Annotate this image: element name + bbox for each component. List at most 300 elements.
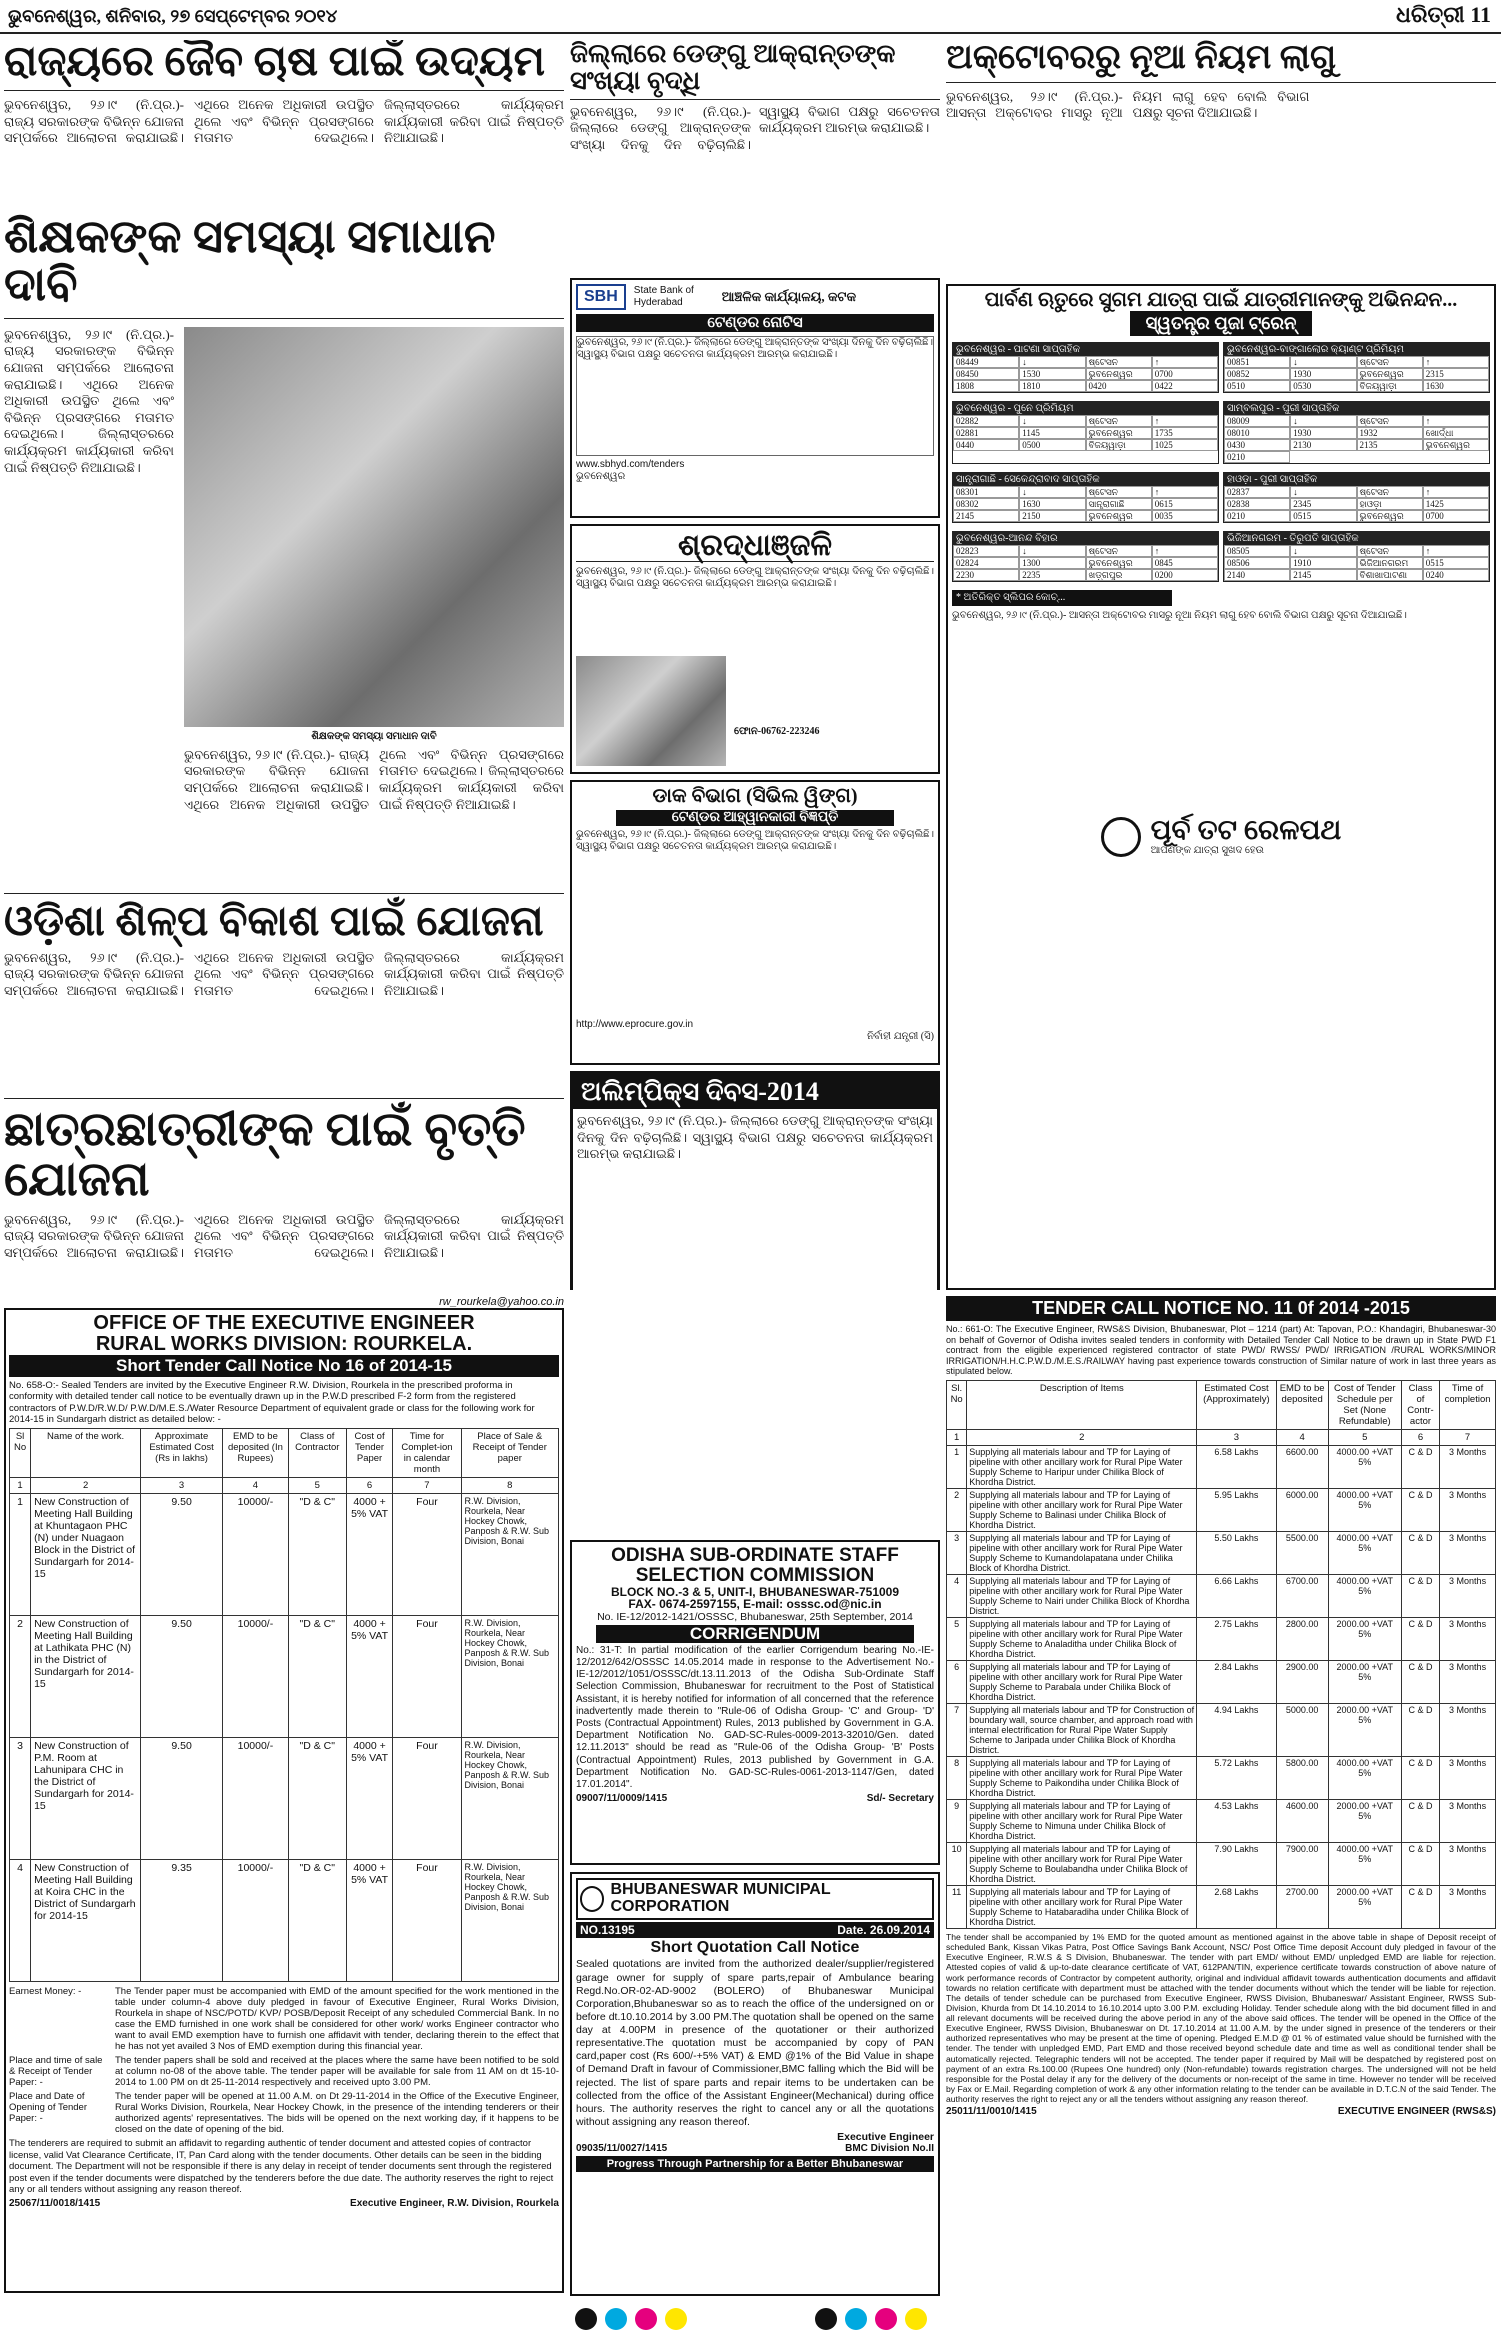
train-cell: ↓ bbox=[1290, 415, 1356, 427]
train-cell: ବିଜୟୱାଡ଼ା bbox=[1086, 439, 1152, 451]
train-cell: 08449 bbox=[953, 356, 1019, 368]
train-cell: 02837 bbox=[1224, 486, 1290, 498]
rwd-col-number: 1 bbox=[10, 1478, 31, 1494]
train-cell: 00851 bbox=[1224, 356, 1290, 368]
table-cell: 2.84 Lakhs bbox=[1197, 1660, 1276, 1703]
table-cell: 7 bbox=[947, 1703, 967, 1756]
table-cell: 7.90 Lakhs bbox=[1197, 1842, 1276, 1885]
sbh-logo: SBH bbox=[576, 284, 626, 310]
sbh-place: ଭୁବନେଶ୍ୱର bbox=[576, 470, 626, 482]
train-cell: 2150 bbox=[1019, 510, 1085, 522]
train-cell: 0210 bbox=[1224, 451, 1290, 463]
bmc-sign-2: BMC Division No.II bbox=[845, 2143, 934, 2155]
train-cell: 2135 bbox=[1357, 439, 1423, 451]
rwd-col-number: 8 bbox=[461, 1478, 559, 1494]
train-cell: ହାଓଡ଼ା bbox=[1357, 498, 1423, 510]
train-name: ସାମ୍ବଲପୁର - ପୁରୀ ସାପ୍ତାହିକ bbox=[1224, 402, 1489, 415]
train-timings bbox=[953, 415, 1218, 451]
rwss-col-header: Cost of Tender Schedule per Set (None Refundable) bbox=[1328, 1380, 1401, 1429]
rwd-col-header: Name of the work. bbox=[31, 1429, 141, 1478]
table-cell: "D & C" bbox=[288, 1738, 346, 1860]
train-cell: ↓ bbox=[1290, 545, 1356, 557]
train-name: ଭୁବନେଶ୍ୱର - ପୁନେ ପ୍ରିମିୟମ bbox=[953, 402, 1218, 415]
train-cell: ↓ bbox=[1019, 545, 1085, 557]
bmc-ref: 09035/11/0027/1415 bbox=[576, 2143, 668, 2155]
table-cell: 3 Months bbox=[1440, 1885, 1496, 1928]
print-registration-marks bbox=[0, 2306, 1501, 2336]
table-cell: C & D bbox=[1401, 1445, 1439, 1488]
table-cell: C & D bbox=[1401, 1574, 1439, 1617]
train-cell: ଷ୍ଟେସନ bbox=[1086, 486, 1152, 498]
train-cell: ↑ bbox=[1423, 545, 1489, 557]
rwd-term-key: Place and Date of Opening of Tender Paper: - bbox=[9, 2091, 87, 2125]
train-cell: 1630 bbox=[1423, 380, 1489, 392]
table-cell: 2800.00 bbox=[1276, 1617, 1328, 1660]
rwd-col-number: 4 bbox=[223, 1478, 289, 1494]
train-cell: ↑ bbox=[1152, 486, 1218, 498]
masthead-paper-page: ଧରିତ୍ରୀ 11 bbox=[1395, 2, 1491, 27]
train-timings bbox=[1224, 356, 1489, 392]
train-cell: ↓ bbox=[1290, 356, 1356, 368]
table-cell: Supplying all materials labour and TP for Laying of pipeline with other ancillary work for Rural Pipe Water Supply Scheme to Kumandolapatana under Chilika Block of Khordha District. bbox=[967, 1531, 1197, 1574]
bmc-number: NO.13195 bbox=[580, 1922, 635, 1937]
train-cell: 00852 bbox=[1224, 368, 1290, 380]
sbh-body: ଭୁବନେଶ୍ୱର, ୨୬।୯ (ନି.ପ୍ର.)- ଜିଲ୍ଲାରେ ଡେଙ୍ଗୁ ଆକ୍ରାନ୍ତଙ୍କ ସଂଖ୍ୟା ଦିନକୁ ଦିନ ବଢ଼ିଚାଲିଛି। ସ୍ୱାସ୍ଥ୍ୟ ବିଭାଗ ପକ୍ଷରୁ ସଚେତନତା କାର୍ଯ୍ୟକ୍ରମ ଆରମ୍ଭ କରାଯାଇଛି। bbox=[576, 336, 934, 456]
train-cell: 0440 bbox=[953, 439, 1019, 451]
train-cell: 02838 bbox=[1224, 498, 1290, 510]
train-cell: 08009 bbox=[1224, 415, 1290, 427]
table-cell: 5.50 Lakhs bbox=[1197, 1531, 1276, 1574]
sbh-tender-notice bbox=[570, 278, 940, 518]
table-cell: 4.94 Lakhs bbox=[1197, 1703, 1276, 1756]
table-cell: 5000.00 bbox=[1276, 1703, 1328, 1756]
rwd-footnotes: The tenderers are required to submit an affidavit to regarding authentic of tender document and attested copies of contractor license, valid Vat Clearance Certificate, IT, Pan Card along with the tender documents. Other details can be seen in the bidding document. The Department will not be responsible if there is any delay in receipt of tender documents sent through the registered post even if the tender documents were dispatched by the tenderers before the due date. The authority reserves the right to reject any or all tenders without assigning any reason thereof. bbox=[9, 2138, 554, 2195]
table-cell: 6.66 Lakhs bbox=[1197, 1574, 1276, 1617]
rwd-col-header: Approximate Estimated Cost (Rs in lakhs) bbox=[141, 1429, 223, 1478]
train-schedule bbox=[952, 531, 1219, 582]
train-cell: 0430 bbox=[1224, 439, 1290, 451]
table-cell: 3 Months bbox=[1440, 1445, 1496, 1488]
rwd-intro: No. 658-O:- Sealed Tenders are invited by the Executive Engineer R.W. Division, Rourkela in the prescribed proforma in conformity with detailed tender call notice to be eventually drawn up in the P.W.D prescribed F-2 form from the registered contractors of P.W.D/R.W.D/ P.W.D/M.E.S./Water Resource Department of equivalent grade or class for the following work for 2014-15 in Sundargarh district as detailed below: - bbox=[9, 1379, 535, 1426]
table-cell: New Construction of Meeting Hall Building at Koira CHC in the District of Sundargarh for 2014-15 bbox=[31, 1860, 141, 1982]
rwd-col-number: 2 bbox=[31, 1478, 141, 1494]
rwd-term-row bbox=[9, 2091, 559, 2135]
train-cell: 2230 bbox=[953, 569, 1019, 581]
train-schedule bbox=[1223, 472, 1490, 523]
table-cell: 4.53 Lakhs bbox=[1197, 1799, 1276, 1842]
table-cell: 9.50 bbox=[141, 1616, 223, 1738]
train-cell: 08301 bbox=[953, 486, 1019, 498]
train-cell: 08505 bbox=[1224, 545, 1290, 557]
table-row bbox=[947, 1531, 1496, 1574]
table-cell: R.W. Division, Rourkela, Near Hockey Chowk, Panposh & R.W. Sub Division, Bonai bbox=[461, 1494, 559, 1616]
train-cell: ଷ୍ଟେସନ bbox=[1086, 545, 1152, 557]
table-row bbox=[10, 1860, 559, 1982]
obituary-title: ଶ୍ରଦ୍ଧାଞ୍ଜଳି bbox=[576, 530, 934, 563]
table-cell: 2.68 Lakhs bbox=[1197, 1885, 1276, 1928]
railway-logo-icon bbox=[1101, 817, 1141, 857]
postal-signature: ନିର୍ବାହୀ ଯନ୍ତ୍ରୀ (ସି) bbox=[867, 1030, 934, 1042]
table-cell: 4000.00 +VAT 5% bbox=[1328, 1445, 1401, 1488]
table-cell: Supplying all materials labour and TP for Construction of boundary wall, source chamber, and approach road with internal electrification for Rural Pipe Water Supply Scheme to Jaripada under Chilika Block of Khordha District. bbox=[967, 1703, 1197, 1756]
train-cell: ସାନ୍ତ୍ରାଗାଛି bbox=[1086, 498, 1152, 510]
bmc-title: BHUBANESWAR MUNICIPAL CORPORATION bbox=[610, 1881, 831, 1915]
table-cell: 2900.00 bbox=[1276, 1660, 1328, 1703]
rwd-term-value: The tender papers shall be sold and received at the places where the same have been notified to be sold at column no-08 of the above table. The tender paper will be available for sale from 11 AM on dt 15-10-2014 to 1.00 PM on dt 25-11-2014 respectively and received upto 3.00 PM. bbox=[115, 2055, 559, 2089]
train-cell: 2345 bbox=[1290, 498, 1356, 510]
article-4-body: ଭୁବନେଶ୍ୱର, ୨୬।୯ (ନି.ପ୍ର.)- ରାଜ୍ୟ ସରକାରଙ୍କ ବିଭିନ୍ନ ଯୋଜନା ସମ୍ପର୍କରେ ଆଲୋଚନା କରାଯାଇଛି। ଏଥିରେ ଅନେକ ଅଧିକାରୀ ଉପସ୍ଥିତ ଥିଲେ ଏବଂ ବିଭିନ୍ନ ପ୍ରସଙ୍ଗରେ ମତାମତ ଦେଇଥିଲେ। ଜିଲ୍ଲାସ୍ତରରେ କାର୍ଯ୍ୟକ୍ରମ କାର୍ଯ୍ୟକାରୀ କରିବା ପାଇଁ ନିଷ୍ପତ୍ତି ନିଆଯାଇଛି। bbox=[4, 1211, 564, 1260]
table-cell: 3 Months bbox=[1440, 1531, 1496, 1574]
table-cell: 8 bbox=[947, 1756, 967, 1799]
table-cell: 4600.00 bbox=[1276, 1799, 1328, 1842]
ossc-title-2: SELECTION COMMISSION bbox=[635, 1564, 875, 1586]
rwd-col-header: EMD to be deposited (In Rupees) bbox=[223, 1429, 289, 1478]
train-cell: ଭୁବନେଶ୍ୱର bbox=[1086, 510, 1152, 522]
train-cell: ଷ୍ଟେସନ bbox=[1357, 356, 1423, 368]
table-cell: "D & C" bbox=[288, 1494, 346, 1616]
train-cell: ଷ୍ଟେସନ bbox=[1357, 545, 1423, 557]
rwss-tender-call-notice bbox=[946, 1296, 1496, 2296]
train-cell: ଭୁବନେଶ୍ୱର bbox=[1086, 557, 1152, 569]
train-cell: 0240 bbox=[1423, 569, 1489, 581]
table-cell: Supplying all materials labour and TP for Laying of pipeline with other ancillary work for Rural Pipe Water Supply Scheme to Haripur under Chilika Block of Khordha District. bbox=[967, 1445, 1197, 1488]
table-cell: 2700.00 bbox=[1276, 1885, 1328, 1928]
obituary-box bbox=[570, 524, 940, 774]
table-cell: 10000/- bbox=[223, 1738, 289, 1860]
train-cell: 0035 bbox=[1152, 510, 1218, 522]
table-cell: 5800.00 bbox=[1276, 1756, 1328, 1799]
railway-puja-special-ad bbox=[946, 284, 1496, 1290]
table-cell: 3 bbox=[10, 1738, 31, 1860]
swatch-cyan-2 bbox=[845, 2308, 867, 2330]
rwd-ref: 25067/11/0018/1415 bbox=[9, 2198, 101, 2210]
train-cell: 0500 bbox=[1019, 439, 1085, 451]
swatch-black-2 bbox=[815, 2308, 837, 2330]
table-cell: 4000.00 +VAT 5% bbox=[1328, 1488, 1401, 1531]
train-cell: ↑ bbox=[1152, 356, 1218, 368]
train-cell: 08010 bbox=[1224, 427, 1290, 439]
rwd-col-header: Time for Complet-ion in calendar month bbox=[393, 1429, 461, 1478]
table-cell: 6000.00 bbox=[1276, 1488, 1328, 1531]
railway-subtitle: ସ୍ୱତନ୍ତ୍ର ପୂଜା ଟ୍ରେନ୍ bbox=[1130, 311, 1313, 336]
table-cell: Four bbox=[393, 1738, 461, 1860]
rwss-col-number: 7 bbox=[1440, 1429, 1496, 1445]
rwss-col-number: 5 bbox=[1328, 1429, 1401, 1445]
table-cell: 4000 + 5% VAT bbox=[346, 1738, 393, 1860]
mid-article-body: ଭୁବନେଶ୍ୱର, ୨୬।୯ (ନି.ପ୍ର.)- ଜିଲ୍ଲାରେ ଡେଙ୍ଗୁ ଆକ୍ରାନ୍ତଙ୍କ ସଂଖ୍ୟା ଦିନକୁ ଦିନ ବଢ଼ିଚାଲିଛି। ସ୍ୱାସ୍ଥ୍ୟ ବିଭାଗ ପକ୍ଷରୁ ସଚେତନତା କାର୍ଯ୍ୟକ୍ରମ ଆରମ୍ଭ କରାଯାଇଛି। bbox=[570, 103, 940, 152]
table-cell: C & D bbox=[1401, 1617, 1439, 1660]
table-cell: 1 bbox=[10, 1494, 31, 1616]
train-cell: 0845 bbox=[1152, 557, 1218, 569]
rwd-term-row bbox=[9, 1986, 559, 2052]
train-schedule bbox=[1223, 531, 1490, 582]
table-cell: 1 bbox=[947, 1445, 967, 1488]
table-cell: 10000/- bbox=[223, 1494, 289, 1616]
train-cell: ↑ bbox=[1152, 415, 1218, 427]
table-cell: 4000 + 5% VAT bbox=[346, 1616, 393, 1738]
table-cell: 6 bbox=[947, 1660, 967, 1703]
table-cell: C & D bbox=[1401, 1703, 1439, 1756]
rwss-col-header: EMD to be deposited bbox=[1276, 1380, 1328, 1429]
rwd-table bbox=[9, 1428, 559, 1982]
train-cell: 0515 bbox=[1290, 510, 1356, 522]
article-1-body: ଭୁବନେଶ୍ୱର, ୨୬।୯ (ନି.ପ୍ର.)- ରାଜ୍ୟ ସରକାରଙ୍କ ବିଭିନ୍ନ ଯୋଜନା ସମ୍ପର୍କରେ ଆଲୋଚନା କରାଯାଇଛି। ଏଥିରେ ଅନେକ ଅଧିକାରୀ ଉପସ୍ଥିତ ଥିଲେ ଏବଂ ବିଭିନ୍ନ ପ୍ରସଙ୍ଗରେ ମତାମତ ଦେଇଥିଲେ। ଜିଲ୍ଲାସ୍ତରରେ କାର୍ଯ୍ୟକ୍ରମ କାର୍ଯ୍ୟକାରୀ କରିବା ପାଇଁ ନିଷ୍ପତ୍ତି ନିଆଯାଇଛି। bbox=[4, 97, 564, 146]
table-cell: 5.95 Lakhs bbox=[1197, 1488, 1276, 1531]
bmc-sign-1: Executive Engineer bbox=[837, 2131, 934, 2144]
train-cell: 1808 bbox=[953, 380, 1019, 392]
train-cell: 0700 bbox=[1152, 368, 1218, 380]
table-row bbox=[947, 1885, 1496, 1928]
train-name: ହାଓଡ଼ା - ପୁରୀ ସାପ୍ତାହିକ bbox=[1224, 473, 1489, 486]
rwd-email: rw_rourkela@yahoo.co.in bbox=[439, 1296, 564, 1308]
rwss-col-header: Class of Contr-actor bbox=[1401, 1380, 1439, 1429]
article-2-body: ଭୁବନେଶ୍ୱର, ୨୬।୯ (ନି.ପ୍ର.)- ରାଜ୍ୟ ସରକାରଙ୍କ ବିଭିନ୍ନ ଯୋଜନା ସମ୍ପର୍କରେ ଆଲୋଚନା କରାଯାଇଛି। ଏଥିରେ ଅନେକ ଅଧିକାରୀ ଉପସ୍ଥିତ ଥିଲେ ଏବଂ ବିଭିନ୍ନ ପ୍ରସଙ୍ଗରେ ମତାମତ ଦେଇଥିଲେ। ଜିଲ୍ଲାସ୍ତରରେ କାର୍ଯ୍ୟକ୍ରମ କାର୍ଯ୍ୟକାରୀ କରିବା ପାଇଁ ନିଷ୍ପତ୍ତି ନିଆଯାଇଛି। bbox=[4, 326, 174, 475]
postal-title: ଡାକ ବିଭାଗ (ସିଭିଲ ୱିଙ୍ଗ) bbox=[652, 784, 858, 807]
table-cell: 3 Months bbox=[1440, 1703, 1496, 1756]
rwd-col-number: 5 bbox=[288, 1478, 346, 1494]
rwd-rourkela-tender bbox=[4, 1296, 564, 2296]
train-cell: 2315 bbox=[1423, 368, 1489, 380]
table-cell: 3 Months bbox=[1440, 1842, 1496, 1885]
train-cell: 1630 bbox=[1019, 498, 1085, 510]
table-cell: Supplying all materials labour and TP for Laying of pipeline with other ancillary work for Rural Pipe Water Supply Scheme to Nairi under Chilika Block of Khordha District. bbox=[967, 1574, 1197, 1617]
train-cell: ଭୁବନେଶ୍ୱର bbox=[1357, 510, 1423, 522]
rwss-col-number: 2 bbox=[967, 1429, 1197, 1445]
table-cell: 3 bbox=[947, 1531, 967, 1574]
train-cell: 02881 bbox=[953, 427, 1019, 439]
mid-headline: ଜିଲ୍ଲାରେ ଡେଙ୍ଗୁ ଆକ୍ରାନ୍ତଙ୍କ ସଂଖ୍ୟା ବୃଦ୍ଧି bbox=[570, 40, 940, 100]
train-cell: 0210 bbox=[1224, 510, 1290, 522]
table-cell: 4000 + 5% VAT bbox=[346, 1860, 393, 1982]
train-cell: 0515 bbox=[1423, 557, 1489, 569]
table-cell: 4000.00 +VAT 5% bbox=[1328, 1531, 1401, 1574]
train-cell: 1930 bbox=[1290, 368, 1356, 380]
rwd-term-key: Place and time of sale & Receipt of Tender Paper: - bbox=[9, 2055, 103, 2089]
right-headline: ଅକ୍ଟୋବରରୁ ନୂଆ ନିୟମ ଲାଗୁ bbox=[946, 40, 1496, 83]
rwss-band: TENDER CALL NOTICE NO. 11 0f 2014 -2015 bbox=[946, 1296, 1496, 1321]
table-cell: C & D bbox=[1401, 1660, 1439, 1703]
train-timings bbox=[1224, 415, 1489, 463]
train-cell: 2130 bbox=[1290, 439, 1356, 451]
rwss-col-header: Description of Items bbox=[967, 1380, 1197, 1429]
table-cell: 5.72 Lakhs bbox=[1197, 1756, 1276, 1799]
table-row bbox=[947, 1842, 1496, 1885]
right-article bbox=[946, 40, 1496, 280]
train-cell: 02882 bbox=[953, 415, 1019, 427]
rwd-terms bbox=[9, 1986, 559, 2135]
table-cell: 10000/- bbox=[223, 1616, 289, 1738]
rwss-table bbox=[946, 1380, 1496, 1929]
table-cell: 4000.00 +VAT 5% bbox=[1328, 1756, 1401, 1799]
railway-extra-body: ଭୁବନେଶ୍ୱର, ୨୬।୯ (ନି.ପ୍ର.)- ଆସନ୍ତା ଅକ୍ଟୋବର ମାସରୁ ନୂଆ ନିୟମ ଲାଗୁ ହେବ ବୋଲି ବିଭାଗ ପକ୍ଷରୁ ସୂଚନା ଦିଆଯାଇଛି। bbox=[952, 610, 1407, 621]
ossc-corrigendum-label: CORRIGENDUM bbox=[596, 1625, 914, 1643]
ossc-title-1: ODISHA SUB-ORDINATE STAFF bbox=[611, 1545, 899, 1566]
table-row bbox=[947, 1574, 1496, 1617]
table-row bbox=[947, 1756, 1496, 1799]
table-cell: Supplying all materials labour and TP for Laying of pipeline with other ancillary work for Rural Pipe Water Supply Scheme to Nimuna under Chilika Block of Khordha District. bbox=[967, 1799, 1197, 1842]
boxed-event-body: ଭୁବନେଶ୍ୱର, ୨୬।୯ (ନି.ପ୍ର.)- ଜିଲ୍ଲାରେ ଡେଙ୍ଗୁ ଆକ୍ରାନ୍ତଙ୍କ ସଂଖ୍ୟା ଦିନକୁ ଦିନ ବଢ଼ିଚାଲିଛି। ସ୍ୱାସ୍ଥ୍ୟ ବିଭାଗ ପକ୍ଷରୁ ସଚେତନତା କାର୍ଯ୍ୟକ୍ରମ ଆରମ୍ଭ କରାଯାଇଛି। bbox=[577, 1112, 933, 1162]
table-cell: C & D bbox=[1401, 1531, 1439, 1574]
ossc-contact: FAX- 0674-2597155, E-mail: osssc.od@nic.in bbox=[628, 1597, 882, 1612]
rwd-band: Short Tender Call Notice No 16 of 2014-15 bbox=[9, 1355, 559, 1377]
table-row bbox=[947, 1617, 1496, 1660]
bmc-footer: Progress Through Partnership for a Better Bhubaneswar bbox=[576, 2156, 934, 2172]
rwd-col-header: Sl No bbox=[10, 1429, 31, 1478]
sbh-title: ଟେଣ୍ଡର ନୋଟିସ bbox=[576, 314, 934, 332]
train-cell: ↑ bbox=[1152, 545, 1218, 557]
news-photo bbox=[184, 327, 564, 727]
train-cell: 2145 bbox=[953, 510, 1019, 522]
train-cell: 1930 bbox=[1290, 427, 1356, 439]
rwd-term-row bbox=[9, 2055, 559, 2088]
train-cell: ଭିଜିଆନଗରମ bbox=[1357, 557, 1423, 569]
table-cell: 2000.00 +VAT 5% bbox=[1328, 1885, 1401, 1928]
ossc-corrigendum bbox=[570, 1540, 940, 1865]
middle-column bbox=[570, 40, 940, 1290]
train-cell: ↓ bbox=[1019, 415, 1085, 427]
table-cell: 9.50 bbox=[141, 1738, 223, 1860]
table-cell: 2000.00 +VAT 5% bbox=[1328, 1660, 1401, 1703]
rwss-col-number: 1 bbox=[947, 1429, 967, 1445]
rwd-term-value: The tender paper will be opened at 11.00 A.M. on Dt 29-11-2014 in the Office of the Executive Engineer, Rural Works Division, Rourkela, Near Hockey Chowk, in the presence of the intending tenderers or their authorized agents' representatives. The bids will be opened on the next working day, if it happens to be closed on the date of opening of the bid. bbox=[115, 2091, 559, 2136]
train-cell: 0700 bbox=[1423, 510, 1489, 522]
railway-title: ପାର୍ବଣ ଋତୁରେ ସୁଗମ ଯାତ୍ରା ପାଇଁ ଯାତ୍ରୀମାନଙ୍କୁ ଅଭିନନ୍ଦନ... bbox=[984, 289, 1458, 311]
train-timings bbox=[1224, 545, 1489, 581]
table-cell: New Construction of Meeting Hall Building at Khuntagaon PHC (N) under Nuagaon Block in the District of Sundargarh for 2014-15 bbox=[31, 1494, 141, 1616]
table-cell: 2 bbox=[10, 1616, 31, 1738]
train-cell: ↑ bbox=[1423, 415, 1489, 427]
table-cell: 7900.00 bbox=[1276, 1842, 1328, 1885]
train-cell: ଷ୍ଟେସନ bbox=[1086, 415, 1152, 427]
obituary-phone: ଫୋନ-06762-223246 bbox=[734, 726, 820, 738]
table-row bbox=[10, 1616, 559, 1738]
train-cell: 02823 bbox=[953, 545, 1019, 557]
train-cell: 0530 bbox=[1290, 380, 1356, 392]
table-cell: 9 bbox=[947, 1799, 967, 1842]
table-cell: C & D bbox=[1401, 1842, 1439, 1885]
table-cell: Supplying all materials labour and TP for Laying of pipeline with other ancillary work for Rural Pipe Water Supply Scheme to Analaditha under Chilika Block of Khordha District. bbox=[967, 1617, 1197, 1660]
table-cell: 6600.00 bbox=[1276, 1445, 1328, 1488]
postal-subtitle: ଟେଣ୍ଡର ଆହ୍ୱାନକାରୀ ବିଜ୍ଞପ୍ତି bbox=[616, 810, 894, 826]
train-cell: 0422 bbox=[1152, 380, 1218, 392]
table-cell: 3 Months bbox=[1440, 1756, 1496, 1799]
train-cell: ବିଶାଖାପାଟଣା bbox=[1357, 569, 1423, 581]
train-cell: ଖୋର୍ଦ୍ଧା bbox=[1423, 427, 1489, 439]
swatch-cyan bbox=[605, 2308, 627, 2330]
table-cell: "D & C" bbox=[288, 1860, 346, 1982]
train-timings bbox=[953, 545, 1218, 581]
ossc-address: BLOCK NO.-3 & 5, UNIT-I, BHUBANESWAR-751009 bbox=[610, 1584, 900, 1599]
table-cell: C & D bbox=[1401, 1799, 1439, 1842]
rwss-intro: No.: 661-O: The Executive Engineer, RWS&S Division, Bhubaneswar, Plot – 1214 (part) At: Tapovan, P.O.: Khandagiri, Bhubaneswar-30 on behalf of Governor of Odisha invites sealed tenders in conformity with Detailed Tender Call Notice to be drawn up in State PWD F1 contract from the eligible experienced registered contractor of state PWD/ RWSS/ PWD/ IRRIGATION /RURAL WORKS/MINOR IRRIGATION/H.H.C.P.W.D./M.E.S./RAILWAY having past experience towards construction of Similar nature of work in last three years as stipulated below. bbox=[946, 1323, 1496, 1377]
train-cell: 1300 bbox=[1019, 557, 1085, 569]
train-name: ଭୁବନେଶ୍ୱର-ଆନନ୍ଦ ବିହାର bbox=[953, 532, 1218, 545]
rwd-title-2: RURAL WORKS DIVISION: ROURKELA. bbox=[95, 1333, 473, 1355]
train-timings bbox=[953, 356, 1218, 392]
bmc-quotation-notice bbox=[570, 1872, 940, 2296]
table-row bbox=[947, 1703, 1496, 1756]
table-cell: Supplying all materials labour and TP for Laying of pipeline with other ancillary work for Rural Pipe Water Supply Scheme to Balinasi under Chilika Block of Khordha District. bbox=[967, 1488, 1197, 1531]
rwd-signature: Executive Engineer, R.W. Division, Rourkela bbox=[350, 2198, 559, 2210]
train-schedule bbox=[952, 342, 1219, 393]
rwd-col-number: 3 bbox=[141, 1478, 223, 1494]
table-cell: Supplying all materials labour and TP for Laying of pipeline with other ancillary work for Rural Pipe Water Supply Scheme to Hatabaradiha under Chilika Block of Khordha District. bbox=[967, 1885, 1197, 1928]
table-cell: C & D bbox=[1401, 1885, 1439, 1928]
train-cell: ଭୁବନେଶ୍ୱର bbox=[1086, 368, 1152, 380]
train-cell: 2140 bbox=[1224, 569, 1290, 581]
swatch-black bbox=[575, 2308, 597, 2330]
rwss-ref: 25011/11/0010/1415 bbox=[946, 2106, 1037, 2118]
train-cell: 08506 bbox=[1224, 557, 1290, 569]
table-row bbox=[947, 1445, 1496, 1488]
table-row bbox=[947, 1799, 1496, 1842]
table-cell: New Construction of P.M. Room at Lahunipara CHC in the District of Sundargarh for 2014-15 bbox=[31, 1738, 141, 1860]
train-cell: 1025 bbox=[1152, 439, 1218, 451]
table-cell: 6.58 Lakhs bbox=[1197, 1445, 1276, 1488]
rwss-col-header: Sl. No bbox=[947, 1380, 967, 1429]
rwd-col-number: 6 bbox=[346, 1478, 393, 1494]
rwd-term-key: Earnest Money: - bbox=[9, 1986, 82, 1998]
train-cell: ଭୁବନେଶ୍ୱର bbox=[1357, 368, 1423, 380]
train-cell: ↑ bbox=[1423, 486, 1489, 498]
sbh-office: ଆଞ୍ଚଳିକ କାର୍ଯ୍ୟାଳୟ, କଟକ bbox=[721, 288, 857, 304]
table-cell: C & D bbox=[1401, 1756, 1439, 1799]
table-cell: 4000.00 +VAT 5% bbox=[1328, 1574, 1401, 1617]
train-schedule bbox=[952, 401, 1219, 464]
rwd-col-header: Place of Sale & Receipt of Tender paper bbox=[461, 1429, 559, 1478]
train-cell: 0200 bbox=[1152, 569, 1218, 581]
train-cell: 2235 bbox=[1019, 569, 1085, 581]
train-cell: ଷ୍ଟେସନ bbox=[1357, 486, 1423, 498]
rwss-col-number: 4 bbox=[1276, 1429, 1328, 1445]
rwss-signature: EXECUTIVE ENGINEER (RWS&S) bbox=[1337, 2106, 1496, 2118]
ossc-number: No. IE-12/2012-1421/OSSSC, Bhubaneswar, 25th September, 2014 bbox=[597, 1611, 913, 1624]
train-schedule bbox=[1223, 401, 1490, 464]
train-timings bbox=[1224, 486, 1489, 522]
rwd-title-1: OFFICE OF THE EXECUTIVE ENGINEER bbox=[93, 1312, 475, 1334]
table-cell: 3 Months bbox=[1440, 1660, 1496, 1703]
table-cell: 10 bbox=[947, 1842, 967, 1885]
bmc-logo-icon bbox=[580, 1886, 604, 1912]
train-cell: 0510 bbox=[1224, 380, 1290, 392]
table-row bbox=[10, 1494, 559, 1616]
table-cell: 9.35 bbox=[141, 1860, 223, 1982]
railway-extra-title: * ଅତିରିକ୍ତ ସ୍ଲିପର କୋଚ୍... bbox=[952, 590, 1172, 606]
table-cell: 2000.00 +VAT 5% bbox=[1328, 1799, 1401, 1842]
table-cell: R.W. Division, Rourkela, Near Hockey Chowk, Panposh & R.W. Sub Division, Bonai bbox=[461, 1860, 559, 1982]
train-cell: 02824 bbox=[953, 557, 1019, 569]
table-cell: 11 bbox=[947, 1885, 967, 1928]
table-cell: Four bbox=[393, 1494, 461, 1616]
swatch-magenta-2 bbox=[875, 2308, 897, 2330]
postal-tender-notice bbox=[570, 780, 940, 1065]
table-cell: Supplying all materials labour and TP for Laying of pipeline with other ancillary work for Rural Pipe Water Supply Scheme to Parabala under Chilika Block of Khordha District. bbox=[967, 1660, 1197, 1703]
table-cell: 9.50 bbox=[141, 1494, 223, 1616]
table-cell: Supplying all materials labour and TP for Laying of pipeline with other ancillary work for Rural Pipe Water Supply Scheme to Boulabandha under Chilika Block of Khordha District. bbox=[967, 1842, 1197, 1885]
table-cell: 4000 + 5% VAT bbox=[346, 1494, 393, 1616]
train-cell: ଷ୍ଟେସନ bbox=[1357, 415, 1423, 427]
train-cell: 1932 bbox=[1357, 427, 1423, 439]
headline-3: ଓଡ଼ିଶା ଶିଳ୍ପ ବିକାଶ ପାଇଁ ଯୋଜନା bbox=[4, 893, 564, 944]
photo-caption: ଶିକ୍ଷକଙ୍କ ସମସ୍ୟା ସମାଧାନ ଦାବି bbox=[311, 730, 437, 742]
bmc-notice-title: Short Quotation Call Notice bbox=[650, 1938, 860, 1956]
masthead bbox=[0, 0, 1501, 34]
table-cell: 3 Months bbox=[1440, 1488, 1496, 1531]
train-cell: 0420 bbox=[1086, 380, 1152, 392]
train-schedule bbox=[952, 472, 1219, 523]
table-cell: 2 bbox=[947, 1488, 967, 1531]
ossc-signature: Sd/- Secretary bbox=[866, 1793, 934, 1805]
